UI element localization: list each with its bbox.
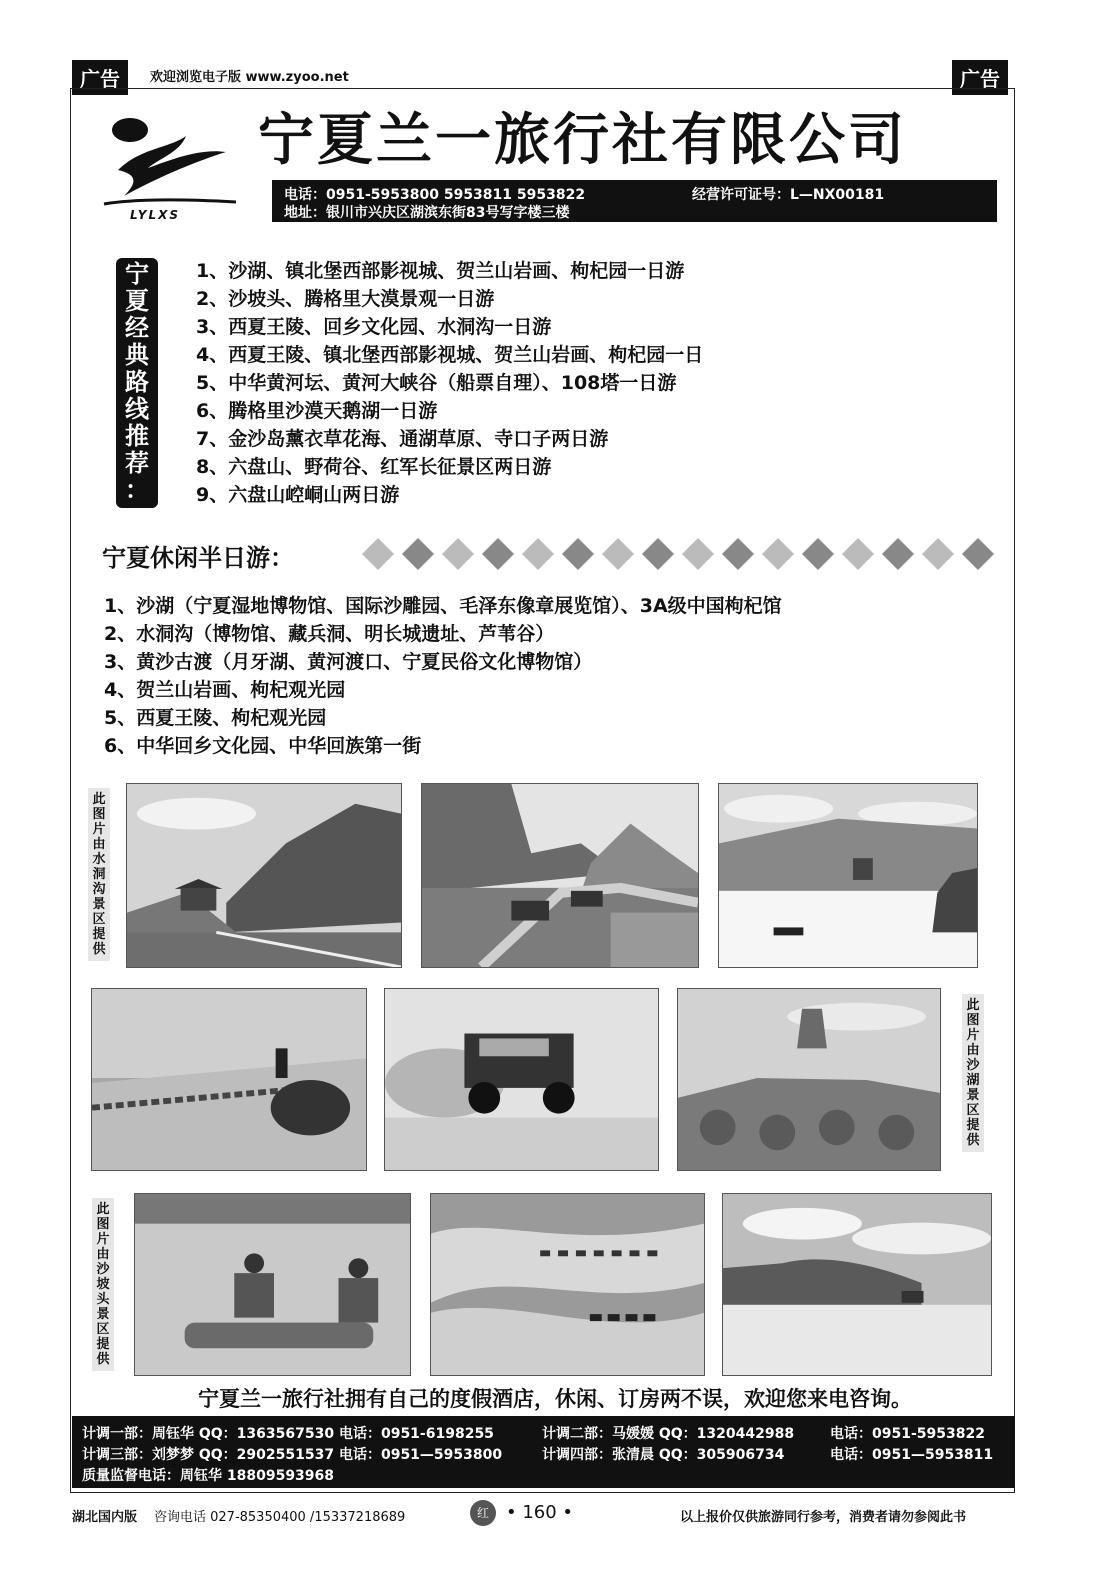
list-item: 2、水洞沟（博物馆、藏兵洞、明长城遗址、芦苇谷） xyxy=(104,623,555,645)
label-char: 典 xyxy=(125,341,149,369)
credit-char: 区 xyxy=(966,1103,980,1118)
label-char: ： xyxy=(125,476,149,504)
credit-char: 水 xyxy=(92,852,106,867)
credit-char: 供 xyxy=(92,942,106,957)
photo-sand-sculptures xyxy=(677,988,941,1171)
photo-credit-shahu xyxy=(962,994,984,1152)
list-item: 5、西夏王陵、枸杞观光园 xyxy=(104,707,327,729)
company-address: 地址：银川市兴庆区湖滨东街83号写字楼三楼 xyxy=(284,205,570,221)
diamond-row-icon xyxy=(362,538,996,570)
photo-raft-river xyxy=(134,1193,411,1376)
label-char: 夏 xyxy=(125,287,149,315)
footer-disclaimer: 以上报价仅供旅游同行参考，消费者请勿参阅此书 xyxy=(680,1510,967,1525)
photo-camel-caravan xyxy=(91,988,367,1171)
credit-char: 此 xyxy=(966,998,980,1013)
label-char: 荐 xyxy=(125,449,149,477)
photo-credit-shuidonggou xyxy=(88,788,110,961)
list-item: 1、沙湖（宁夏湿地博物馆、国际沙雕园、毛泽东像章展览馆）、3A级中国枸杞馆 xyxy=(104,595,782,617)
credit-char: 景 xyxy=(92,897,106,912)
credit-char: 沙 xyxy=(966,1058,980,1073)
list-item: 8、六盘山、野荷谷、红军长征景区两日游 xyxy=(196,456,552,478)
credit-char: 由 xyxy=(966,1043,980,1058)
label-char: 推 xyxy=(125,422,149,450)
footer-consult: 咨询电话 027-85350400 /15337218689 xyxy=(154,1510,406,1525)
photo-desert-jeep xyxy=(384,988,659,1171)
credit-char: 区 xyxy=(96,1322,110,1337)
slogan: 宁夏兰一旅行社拥有自己的度假酒店，休闲、订房两不误，欢迎您来电咨询。 xyxy=(198,1387,912,1411)
half-day-title: 宁夏休闲半日游： xyxy=(102,544,294,572)
list-item: 3、西夏王陵、回乡文化园、水洞沟一日游 xyxy=(196,316,552,338)
label-char: 线 xyxy=(125,395,149,423)
credit-char: 图 xyxy=(92,807,106,822)
credit-char: 供 xyxy=(966,1133,980,1148)
list-item: 7、金沙岛薰衣草花海、通湖草原、寺口子两日游 xyxy=(196,428,609,450)
list-item: 5、中华黄河坛、黄河大峡谷（船票自理）、108塔一日游 xyxy=(196,372,677,394)
photo-desert-hotel xyxy=(722,1193,992,1376)
dept-row1-b: 计调二部：马媛媛 QQ：1320442988 xyxy=(542,1426,795,1442)
credit-char: 沟 xyxy=(92,882,106,897)
credit-char: 洞 xyxy=(92,867,106,882)
credit-char: 提 xyxy=(96,1337,110,1352)
photo-cliff-pavilion xyxy=(126,783,402,968)
credit-char: 头 xyxy=(96,1292,110,1307)
photo-lake-cliffs xyxy=(718,783,978,968)
photo-canyon-carts xyxy=(421,783,699,968)
half-day-list xyxy=(104,592,782,760)
label-char: 宁 xyxy=(125,260,149,288)
list-item: 6、中华回乡文化园、中华回族第一街 xyxy=(104,735,422,757)
page-number: • 160 • xyxy=(506,1502,574,1523)
ad-tag-right: 广告 xyxy=(952,60,1008,95)
credit-char: 由 xyxy=(96,1247,110,1262)
credit-char: 提 xyxy=(966,1118,980,1133)
list-item: 6、腾格里沙漠天鹅湖一日游 xyxy=(196,400,438,422)
ad-tag-left: 广告 xyxy=(72,60,128,95)
credit-char: 片 xyxy=(96,1232,110,1247)
list-item: 4、贺兰山岩画、枸杞观光园 xyxy=(104,679,346,701)
credit-char: 此 xyxy=(92,792,106,807)
credit-char: 湖 xyxy=(966,1073,980,1088)
dept-row2-b: 计调四部：张清晨 QQ：305906734 xyxy=(542,1447,785,1463)
logo-text: LYLXS xyxy=(130,208,181,222)
credit-char: 此 xyxy=(96,1202,110,1217)
credit-char: 片 xyxy=(966,1028,980,1043)
footer-edition: 湖北国内版 xyxy=(72,1510,138,1525)
company-phone: 电话：0951-5953800 5953811 5953822 xyxy=(284,187,586,203)
list-item: 2、沙坡头、腾格里大漠景观一日游 xyxy=(196,288,495,310)
company-logo xyxy=(100,108,240,226)
credit-char: 图 xyxy=(966,1013,980,1028)
dept-row2-a: 计调三部：刘梦梦 QQ：2902551537 电话：0951—5953800 xyxy=(82,1447,503,1463)
dept-row1-c: 电话：0951-5953822 xyxy=(830,1426,985,1442)
list-item: 4、西夏王陵、镇北堡西部影视城、贺兰山岩画、枸杞园一日 xyxy=(196,344,704,366)
credit-char: 坡 xyxy=(96,1277,110,1292)
credit-char: 景 xyxy=(966,1088,980,1103)
contact-bar xyxy=(272,180,997,222)
dept-row2-c: 电话：0951—5953811 xyxy=(830,1447,994,1463)
department-contacts xyxy=(72,1416,1015,1488)
credit-char: 区 xyxy=(92,912,106,927)
credit-char: 供 xyxy=(96,1352,110,1367)
credit-char: 由 xyxy=(92,837,106,852)
classic-routes-label xyxy=(116,258,158,508)
credit-char: 提 xyxy=(92,927,106,942)
list-item: 3、黄沙古渡（月牙湖、黄河渡口、宁夏民俗文化博物馆） xyxy=(104,651,593,673)
credit-char: 沙 xyxy=(96,1262,110,1277)
list-item: 1、沙湖、镇北堡西部影视城、贺兰山岩画、枸杞园一日游 xyxy=(196,260,685,282)
credit-char: 图 xyxy=(96,1217,110,1232)
page-badge: 红 xyxy=(470,1500,496,1526)
list-item: 9、六盘山崆峒山两日游 xyxy=(196,484,400,506)
label-char: 经 xyxy=(125,314,149,342)
dept-row3: 质量监督电话：周钰华 18809593968 xyxy=(82,1468,335,1484)
company-name: 宁夏兰一旅行社有限公司 xyxy=(258,108,907,173)
credit-char: 片 xyxy=(92,822,106,837)
photo-credit-shapotou xyxy=(92,1198,114,1371)
welcome-text: 欢迎浏览电子版 www.zyoo.net xyxy=(150,70,349,85)
dept-row1-a: 计调一部：周钰华 QQ：1363567530 电话：0951-6198255 xyxy=(82,1426,494,1442)
credit-char: 景 xyxy=(96,1307,110,1322)
classic-routes-list xyxy=(196,257,703,509)
label-char: 路 xyxy=(125,368,149,396)
company-license: 经营许可证号：L—NX00181 xyxy=(692,187,885,203)
diamond-decoration xyxy=(362,538,996,570)
photo-dunes-camels xyxy=(430,1193,705,1376)
